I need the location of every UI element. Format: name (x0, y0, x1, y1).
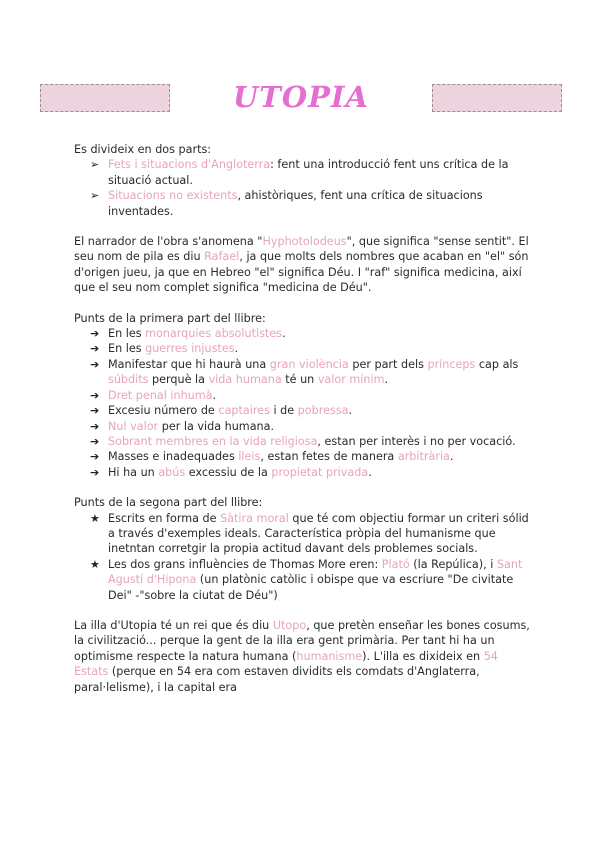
arrow-bullet-icon: ➔ (90, 404, 100, 418)
page-title: UTOPIA (232, 80, 369, 114)
item-text: (la Repúlica), i (409, 557, 497, 571)
arrow-bullet-icon: ➔ (90, 342, 100, 356)
paragraph-text: ). L'illa es dixideix en (362, 649, 484, 663)
item-text: que té com objectiu formar un criteri sólid a través d'exemples ideals. Característica pròpia del humanisme que inetntan corretgir la propia actitud davant dels problemes socials. (108, 511, 529, 556)
item-text: , ahistòriques, fent una crítica de situacions inventades. (108, 189, 483, 218)
section3-intro: Punts de la primera part del llibre: (74, 311, 266, 325)
arrow-bullet-icon: ➔ (90, 388, 100, 402)
item-text: En les (108, 327, 146, 341)
highlight-text: arbitrària (397, 450, 450, 464)
arrow-bullet-icon: ➔ (90, 450, 100, 464)
highlight-text: gran violència (269, 357, 349, 371)
list-item (74, 465, 534, 480)
item-text: Excesiu número de (108, 404, 219, 418)
decorative-box-right (432, 84, 562, 112)
item-text: . (368, 465, 372, 479)
item-text: . (282, 327, 286, 341)
highlight-text: guerres injustes (145, 342, 235, 356)
highlight-text: abús (158, 465, 186, 479)
highlight-text: captaires (218, 404, 270, 418)
highlight-text: Sobrant membres en la vida religiosa (108, 434, 318, 448)
highlight-text: Plató (381, 557, 410, 571)
highlight-text: Situacions no existents (108, 189, 238, 203)
highlight-text: 54 Estats (74, 649, 498, 679)
paragraph-text: ", que significa "sense sentit". El seu nom de pila es diu (74, 235, 529, 264)
highlight-text: súbdits (108, 373, 149, 387)
section3-list (74, 326, 534, 480)
list-item (74, 557, 534, 603)
list-item (74, 403, 534, 418)
arrow-bullet-icon: ➔ (90, 434, 100, 448)
item-text: Hi ha un (108, 465, 159, 479)
item-text: Manifestar que hi haurà una (108, 357, 270, 371)
list-item (74, 357, 534, 388)
highlight-text: Utopo (272, 618, 307, 632)
item-text: . (212, 388, 217, 402)
list-item (74, 449, 534, 464)
list-item (74, 434, 534, 449)
item-text: : fent una introducció fent uns crítica de la situació actual. (108, 158, 509, 187)
list-item (74, 419, 534, 434)
item-text: . (348, 404, 353, 418)
arrowhead-bullet-icon: ➢ (90, 189, 100, 203)
list-item (74, 341, 534, 356)
item-text: Escrits en forma de (108, 511, 221, 525)
star-bullet-icon: ★ (90, 557, 100, 571)
item-text: . (234, 342, 239, 356)
highlight-text: Fets i situacions d'Angloterra (108, 158, 271, 172)
item-text: . (384, 373, 389, 387)
item-text: perquè la (148, 373, 209, 387)
item-text: té un (281, 373, 318, 387)
highlight-text: Hyphotolodeus (262, 235, 347, 249)
item-text: per part dels (348, 357, 428, 371)
title-header (40, 78, 562, 118)
paragraph-text: , que pretèn enseñar les bones cosums, la civilització... perque la gent de la illa era gent primària. Per tant hi ha un optimisme respecte la natura humana ( (74, 618, 530, 663)
section4-intro: Punts de la segona part del llibre: (74, 496, 263, 510)
item-text: . (449, 450, 454, 464)
highlight-text: valor mínim (317, 373, 385, 387)
narrator-paragraph (74, 234, 534, 296)
highlight-text: Sant Agustí d'Hipona (108, 557, 523, 587)
item-text: excessiu de la (185, 465, 272, 479)
arrow-bullet-icon: ➔ (90, 357, 100, 371)
utopia-island-paragraph (74, 618, 534, 695)
star-bullet-icon: ★ (90, 511, 100, 525)
paragraph-text: , ja que molts dels nombres que acaban en "el" són d'origen jueu, ja que en Hebreo "el" significa Déu. I "raf" significa medicina, així que el seu nom complet significa "medicina de Déu". (74, 250, 529, 295)
list-item (74, 511, 534, 557)
paragraph-text: (perque en 54 era com estaven dividits els comdats d'Anglaterra, paral·lelisme), i la capital era (74, 665, 480, 694)
highlight-text: humanisme (296, 649, 363, 663)
highlight-text: Sàtira moral (220, 511, 289, 525)
document-body (74, 142, 534, 695)
item-text: , estan fetes de manera (260, 450, 398, 464)
item-text: Masses e inadequades (108, 450, 239, 464)
paragraph-text: La illa d'Utopia té un rei que és diu (74, 618, 273, 632)
highlight-text: Rafael (204, 250, 240, 264)
highlight-text: prínceps (427, 357, 476, 371)
item-text: (un platònic catòlic i obispe que va escriure "De civitate Dei" -"sobre la ciutat de Déu") (108, 573, 514, 602)
paragraph-text: El narrador de l'obra s'anomena " (74, 235, 263, 249)
arrowhead-bullet-icon: ➢ (90, 158, 100, 172)
item-text: cap als (475, 357, 519, 371)
highlight-text: propietat privada (271, 465, 369, 479)
highlight-text: Dret penal inhumà (108, 388, 213, 402)
item-text: per la vida humana. (158, 419, 275, 433)
list-item (74, 388, 534, 403)
list-item (74, 157, 534, 188)
highlight-text: monarquies absolutistes (145, 327, 283, 341)
arrow-bullet-icon: ➔ (90, 327, 100, 341)
item-text: Les dos grans influències de Thomas More eren: (108, 557, 382, 571)
section1-intro: Es divideix en dos parts: (74, 143, 212, 156)
item-text: En les (108, 342, 146, 356)
section1-list (74, 157, 534, 219)
arrow-bullet-icon: ➔ (90, 419, 100, 433)
highlight-text: vida humana (208, 373, 282, 387)
highlight-text: lleis (238, 450, 261, 464)
list-item (74, 326, 534, 341)
list-item (74, 188, 534, 219)
item-text: i de (269, 404, 298, 418)
section4-list (74, 511, 534, 603)
arrow-bullet-icon: ➔ (90, 465, 100, 479)
item-text: , estan per interès i no per vocació. (317, 434, 516, 448)
highlight-text: pobressa (297, 404, 349, 418)
highlight-text: Nul valor (108, 419, 159, 433)
